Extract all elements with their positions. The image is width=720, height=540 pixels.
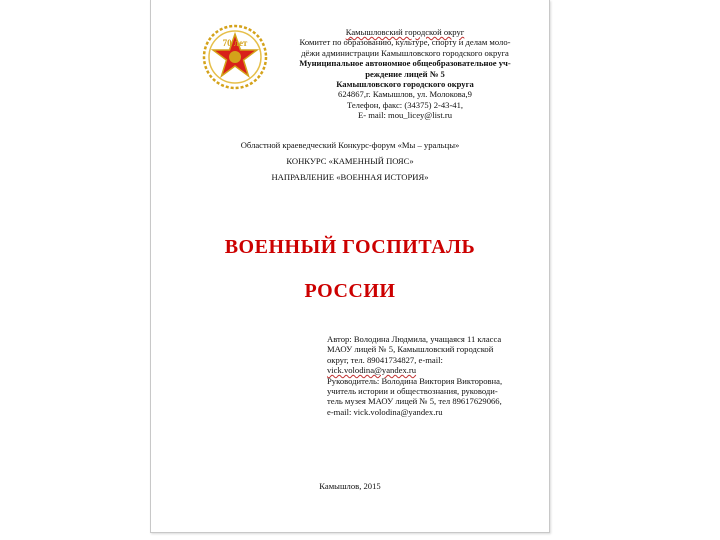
victory-70-emblem-icon <box>201 22 269 92</box>
header-line-3: дёжи администрации Камышловского городского округа <box>301 47 509 58</box>
document-title-line-2: РОССИИ <box>304 280 396 302</box>
header-line-5: реждение лицей № 5 <box>365 68 445 79</box>
city-year: Камышлов, 2015 <box>319 481 381 491</box>
author-email: vick.volodina@yandex.ru <box>327 365 417 376</box>
author-line-2: МАОУ лицей № 5, Камышловский городской <box>327 344 494 355</box>
author-line-1: Автор: Володина Людмила, учащаяся 11 класса <box>327 334 502 344</box>
emblem-label: 70 лет <box>222 38 248 48</box>
supervisor-line-3: тель музея МАОУ лицей № 5, тел 89617629066, <box>327 396 502 407</box>
supervisor-email: e-mail: vick.volodina@yandex.ru <box>327 406 443 417</box>
supervisor-line-2: учитель истории и обществознания, руководи- <box>327 386 498 397</box>
supervisor-line-1: Руководитель: Володина Виктория Викторовна, <box>327 375 503 386</box>
author-info <box>327 334 519 417</box>
header-line-2: Комитет по образованию, культуре, спорту и делам моло- <box>299 37 511 48</box>
document-page <box>150 0 550 533</box>
organization-header <box>276 27 534 121</box>
header-line-4: Муниципальное автономное общеобразовательное уч- <box>299 58 511 69</box>
forum-name: Областной краеведческий Конкурс-форум «Мы – уральцы» <box>240 140 460 150</box>
header-email: E- mail: mou_licey@list.ru <box>357 110 453 121</box>
author-line-3: округ, тел. 89041734827, e-mail: <box>327 354 443 365</box>
header-line-1: Камышловский городской округ <box>345 27 465 37</box>
document-title-line-1: ВОЕННЫЙ ГОСПИТАЛЬ <box>224 236 476 258</box>
contest-name: КОНКУРС «КАМЕННЫЙ ПОЯС» <box>286 156 414 166</box>
header-phone: Телефон, факс: (34375) 2-43-41, <box>346 99 464 110</box>
header-line-6: Камышловского городского округа <box>336 79 474 90</box>
header-address: 624867,г. Камышлов, ул. Молокова,9 <box>338 89 472 100</box>
contest-direction: НАПРАВЛЕНИЕ «ВОЕННАЯ ИСТОРИЯ» <box>271 172 429 182</box>
